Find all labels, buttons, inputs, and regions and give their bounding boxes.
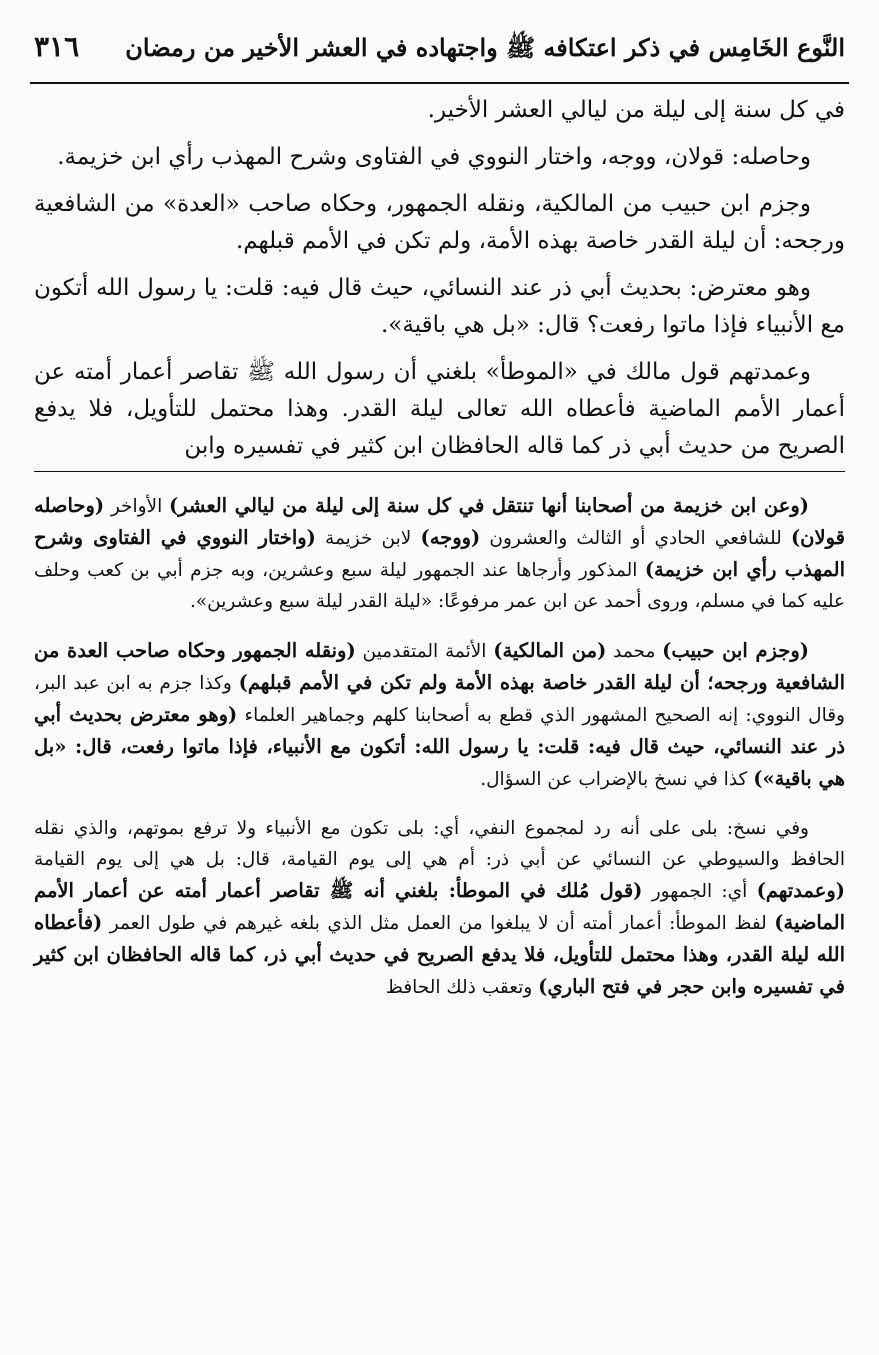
- commentary-text: وكذا جزم به ابن عبد البر، وقال النووي: إنه الصحيح المشهور الذي قطع به أصحابنا كلهم وجماهير العلماء: [34, 673, 845, 726]
- commentary-text: الأئمة المتقدمين: [355, 641, 494, 662]
- main-text: [30, 84, 849, 465]
- quoted-main-text: (فأعطاه الله ليلة القدر، وهذا محتمل للتأويل، فلا يدفع الصريح في حديث أبي ذر، كما قاله الحافظان ابن كثير في تفسيره وابن حجر في فتح الباري): [34, 911, 845, 998]
- page-header: [30, 30, 849, 84]
- quoted-main-text: (واختار النووي في الفتاوى وشرح المهذب رأي ابن خزيمة): [34, 526, 846, 581]
- quoted-main-text: (ووجه): [420, 526, 481, 549]
- main-text-paragraph: وجزم ابن حبيب من المالكية، ونقله الجمهور، وحكاه صاحب «العدة» من الشافعية ورجحه: أن ليلة القدر خاصة بهذه الأمة، ولم تكن في الأمم قبلهم.: [34, 191, 845, 254]
- commentary-text: كذا في نسخ بالإضراب عن السؤال.: [480, 769, 754, 790]
- quoted-main-text: (قول مُلك في الموطأ: بلغني أنه ﷺ تقاصر أعمار أمته عن أعمار الأمم الماضية): [34, 879, 845, 934]
- commentary-text: الأواخر: [104, 496, 169, 517]
- quoted-main-text: (وحاصله قولان): [34, 494, 846, 549]
- commentary-text: وتعقب ذلك الحافظ: [385, 977, 539, 998]
- quoted-main-text: (وعمدتهم): [756, 879, 845, 902]
- quoted-main-text: (وهو معترض بحديث أبي ذر عند النسائي، حيث قال فيه: قلت: يا رسول الله: أتكون مع الأنبياء، فإذا ماتوا رفعت، قال: «بل هي باقية»): [34, 703, 845, 790]
- page-number: ٣١٦: [34, 30, 80, 63]
- quoted-main-text: (من المالكية): [493, 639, 607, 662]
- quoted-main-text: (ونقله الجمهور وحكاه صاحب العدة من الشافعية ورجحه؛ أن ليلة القدر خاصة بهذه الأمة ولم تكن في الأمم قبلهم): [34, 639, 845, 694]
- commentary-paragraph: [30, 635, 849, 795]
- commentary-text: المذكور وأرجاها عند الجمهور ليلة سبع وعشرين، وبه جزم أبي بن كعب وحلف عليه كما في مسلم، وروى أحمد عن ابن عمر مرفوعًا: «ليلة القدر ليلة سبع وعشرين».: [34, 560, 845, 612]
- commentary-text: محمد: [606, 641, 663, 662]
- running-title: النَّوع الخَامِس في ذكر اعتكافه ﷺ واجتهاده في العشر الأخير من رمضان: [125, 33, 845, 62]
- main-text-paragraph: في كل سنة إلى ليلة من ليالي العشر الأخير.: [427, 97, 845, 123]
- commentary-text: لابن خزيمة: [315, 528, 421, 549]
- main-text-paragraph: وهو معترض: بحديث أبي ذر عند النسائي، حيث قال فيه: قلت: يا رسول الله أتكون مع الأنبياء فإذا ماتوا رفعت؟ قال: «بل هي باقية».: [34, 275, 845, 338]
- commentary-text: لفظ الموطأ: أعمار أمته أن لا يبلغوا من العمل مثل الذي بلغه غيرهم في طول العمر: [102, 913, 775, 934]
- commentary-paragraph: [30, 490, 849, 617]
- main-text-paragraph: وحاصله: قولان، ووجه، واختار النووي في الفتاوى وشرح المهذب رأي ابن خزيمة.: [57, 144, 811, 170]
- commentary-text: وفي نسخ: بلى على أنه رد لمجموع النفي، أي: بلى تكون مع الأنبياء ولا ترفع بموتهم، والذي نقله الحافظ والسيوطي عن النسائي عن أبي ذر: أم هي إلى يوم القيامة، قال: بل هي إلى يوم القيامة: [34, 818, 845, 870]
- commentary-text: للشافعي الحادي أو الثالث والعشرون: [480, 528, 791, 549]
- commentary-paragraph: [30, 813, 849, 1003]
- commentary: [30, 472, 849, 1003]
- quoted-main-text: (وجزم ابن حبيب): [662, 639, 809, 662]
- main-text-paragraph: وعمدتهم قول مالك في «الموطأ» بلغني أن رسول الله ﷺ تقاصر أعمار أمته عن أعمار الأمم الماضية فأعطاه الله تعالى ليلة القدر. وهذا محتمل للتأويل، فلا يدفع الصريح من حديث أبي ذر كما قاله الحافظان ابن كثير في تفسيره وابن: [34, 359, 845, 459]
- quoted-main-text: (وعن ابن خزيمة من أصحابنا أنها تنتقل في كل سنة إلى ليلة من ليالي العشر): [168, 494, 809, 517]
- commentary-text: أي: الجمهور: [642, 881, 757, 902]
